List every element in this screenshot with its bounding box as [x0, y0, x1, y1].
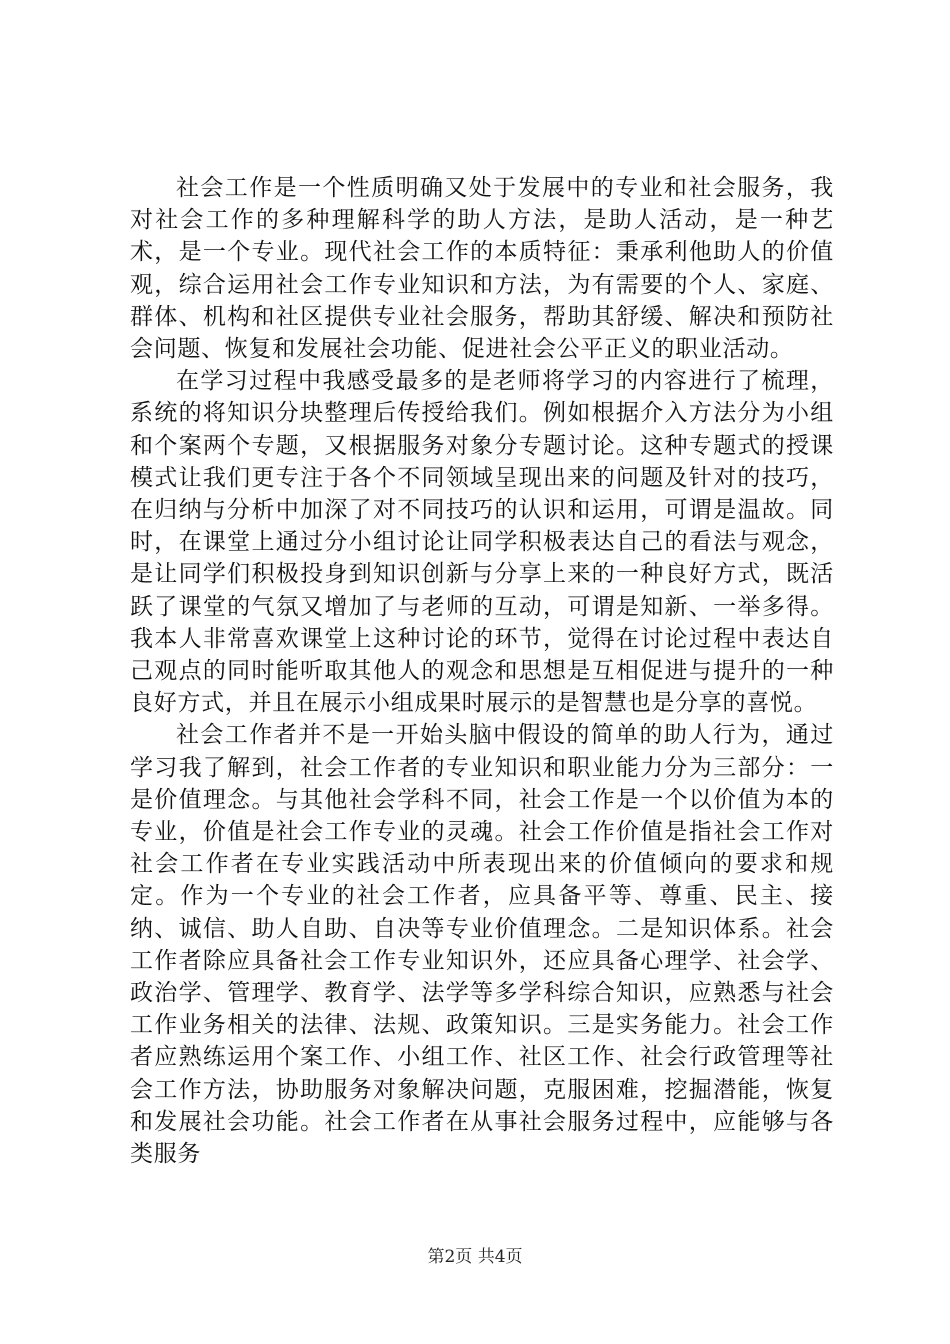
- paragraph-1: 社会工作是一个性质明确又处于发展中的专业和社会服务，我对社会工作的多种理解科学的助人方法，是助人活动，是一种艺术，是一个专业。现代社会工作的本质特征：秉承利他助人的价值观，综合运用社会工作专业知识和方法，为有需要的个人、家庭、群体、机构和社区提供专业社会服务，帮助其舒缓、解决和预防社会问题、恢复和发展社会功能、促进社会公平正义的职业活动。: [130, 175, 834, 363]
- paragraph-2: 在学习过程中我感受最多的是老师将学习的内容进行了梳理，系统的将知识分块整理后传授给我们。例如根据介入方法分为小组和个案两个专题，又根据服务对象分专题讨论。这种专题式的授课模式让我们更专注于各个不同领域呈现出来的问题及针对的技巧，在归纳与分析中加深了对不同技巧的认识和运用，可谓是温故。同时，在课堂上通过分小组讨论让同学积极表达自己的看法与观念，是让同学们积极投身到知识创新与分享上来的一种良好方式，既活跃了课堂的气氛又增加了与老师的互动，可谓是知新、一举多得。我本人非常喜欢课堂上这种讨论的环节，觉得在讨论过程中表达自己观点的同时能听取其他人的观念和思想是互相促进与提升的一种良好方式，并且在展示小组成果时展示的是智慧也是分享的喜悦。: [130, 368, 834, 717]
- paragraph-3: 社会工作者并不是一开始头脑中假设的简单的助人行为，通过学习我了解到，社会工作者的专业知识和职业能力分为三部分：一是价值理念。与其他社会学科不同，社会工作是一个以价值为本的专业，价值是社会工作专业的灵魂。社会工作价值是指社会工作对社会工作者在专业实践活动中所表现出来的价值倾向的要求和规定。作为一个专业的社会工作者，应具备平等、尊重、民主、接纳、诚信、助人自助、自决等专业价值理念。二是知识体系。社会工作者除应具备社会工作专业知识外，还应具备心理学、社会学、政治学、管理学、教育学、法学等多学科综合知识，应熟悉与社会工作业务相关的法律、法规、政策知识。三是实务能力。社会工作者应熟练运用个案工作、小组工作、社区工作、社会行政管理等社会工作方法，协助服务对象解决问题，克服困难，挖掘潜能，恢复和发展社会功能。社会工作者在从事社会服务过程中，应能够与各类服务: [130, 722, 834, 1168]
- document-body: [130, 172, 834, 1170]
- page-number-footer: 第2页 共4页: [427, 1247, 523, 1267]
